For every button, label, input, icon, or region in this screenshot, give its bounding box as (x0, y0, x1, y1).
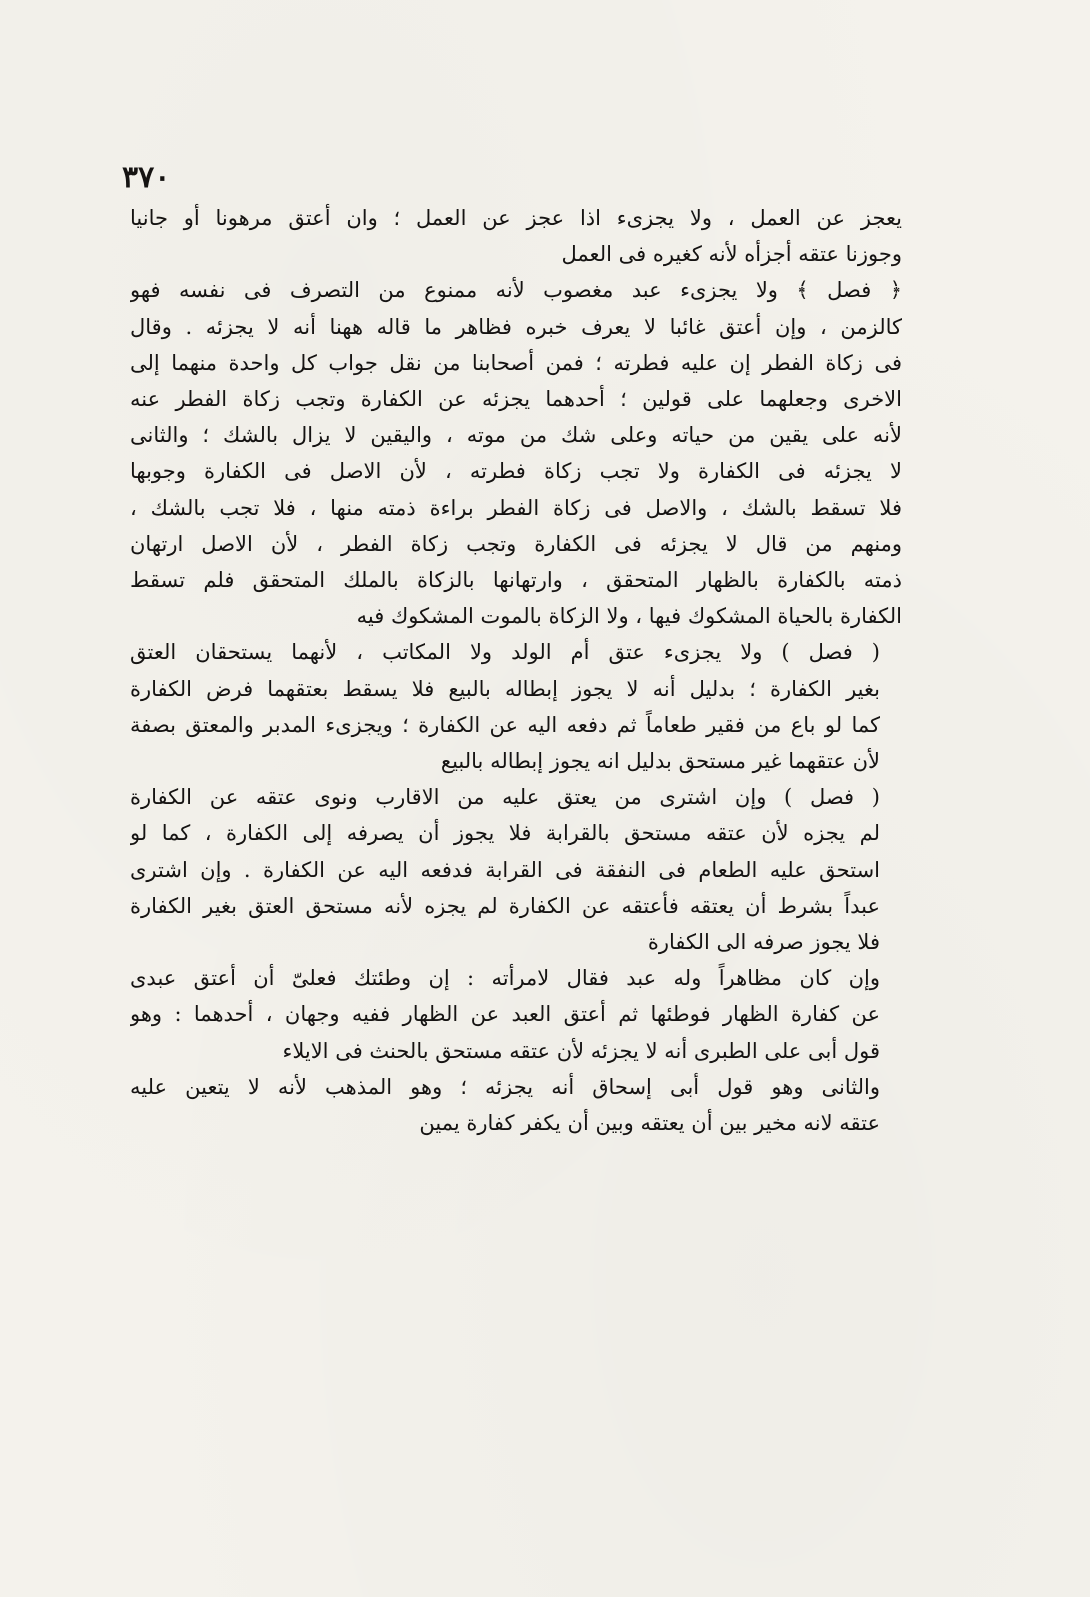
paragraph (130, 272, 902, 634)
text-line: بغير الكفارة ؛ بدليل أنه لا يجوز إبطاله بالبيع فلا يسقط بعتقهما فرض الكفارة (130, 676, 880, 701)
text-line: الكفارة بالحياة المشكوك فيها ، ولا الزكاة بالموت المشكوك فيه (356, 604, 902, 629)
text-line: عن كفارة الظهار فوطئها ثم أعتق العبد عن الظهار ففيه وجهان ، أحدهما : وهو (130, 1002, 880, 1027)
text-line: كالزمن ، وإن أعتق غائبا لا يعرف خبره فظاهر ما قاله ههنا أنه لا يجزئه . وقال (130, 314, 902, 339)
paragraph (130, 779, 902, 960)
page-number: ٣٧٠ (122, 160, 171, 195)
text-line: يعجز عن العمل ، ولا يجزىء اذا عجز عن العمل ؛ وان أعتق مرهونا أو جانيا (130, 206, 902, 230)
paragraph (130, 634, 902, 779)
paragraph (130, 1069, 902, 1141)
text-line: لأن عتقهما غير مستحق بدليل انه يجوز إبطاله بالبيع (440, 749, 880, 774)
text-line: فلا تسقط بالشك ، والاصل فى زكاة الفطر براءة ذمته منها ، فلا تجب بالشك ، (130, 495, 902, 520)
text-line: استحق عليه الطعام فى النفقة فى القرابة فدفعه اليه عن الكفارة . وإن اشترى (130, 857, 880, 882)
text-line: ومنهم من قال لا يجزئه فى الكفارة وتجب زكاة الفطر ، لأن الاصل ارتهان (130, 531, 902, 556)
text-line: وإن كان مظاهراً وله عبد فقال لامرأته : إن وطئتك فعلىّ أن أعتق عبدى (130, 966, 880, 991)
text-line: قول أبى على الطبرى أنه لا يجزئه لأن عتقه مستحق بالحنث فى الايلاء (282, 1038, 880, 1063)
paragraph (130, 960, 902, 1069)
text-line: الاخرى وجعلهما على قولين ؛ أحدهما يجزئه عن الكفارة وتجب زكاة الفطر عنه (130, 387, 902, 412)
text-line: لأنه على يقين من حياته وعلى شك من موته ، واليقين لا يزال بالشك ؛ والثانى (130, 423, 902, 448)
text-line: ( فصل ) وإن اشترى من يعتق عليه من الاقارب ونوى عتقه عن الكفارة (130, 785, 880, 810)
text-line: ﴿ فصل ﴾ ولا يجزىء عبد مغصوب لأنه ممنوع من التصرف فى نفسه فهو (130, 278, 902, 303)
text-line: والثانى وهو قول أبى إسحاق أنه يجزئه ؛ وهو المذهب لأنه لا يتعين عليه (130, 1074, 880, 1099)
paragraph (130, 200, 902, 272)
text-line: ( فصل ) ولا يجزىء عتق أم الولد ولا المكاتب ، لأنهما يستحقان العتق (130, 640, 880, 665)
text-line: فلا يجوز صرفه الى الكفارة (647, 930, 880, 955)
text-line: لا يجزئه فى الكفارة ولا تجب زكاة فطرته ، لأن الاصل فى الكفارة وجوبها (130, 459, 902, 484)
text-line: لم يجزه لأن عتقه مستحق بالقرابة فلا يجوز أن يصرفه إلى الكفارة ، كما لو (130, 821, 880, 846)
text-line: وجوزنا عتقه أجزأه لأنه كغيره فى العمل (561, 242, 902, 267)
text-line: عبداً بشرط أن يعتقه فأعتقه عن الكفارة لم يجزه لأنه مستحق العتق بغير الكفارة (130, 893, 880, 918)
text-line: ذمته بالكفارة بالظهار المتحقق ، وارتهانها بالزكاة بالملك المتحقق فلم تسقط (130, 568, 902, 593)
text-line: كما لو باع من فقير طعاماً ثم دفعه اليه عن الكفارة ؛ ويجزىء المدبر والمعتق بصفة (130, 712, 880, 737)
body-text (130, 200, 902, 1141)
text-line: عتقه لانه مخير بين أن يعتقه وبين أن يكفر كفارة يمين (419, 1111, 880, 1136)
text-line: فى زكاة الفطر إن عليه فطرته ؛ فمن أصحابنا من نقل جواب كل واحدة منهما إلى (130, 350, 902, 375)
